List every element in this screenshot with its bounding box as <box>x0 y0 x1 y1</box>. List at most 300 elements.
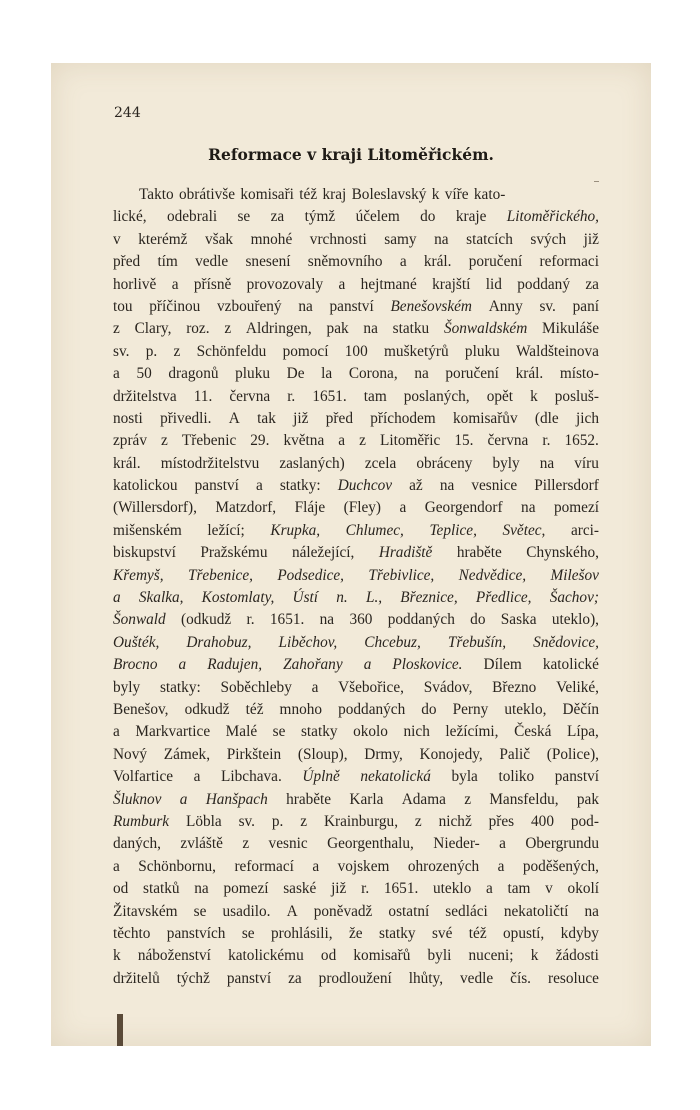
word: paní <box>572 297 599 315</box>
word: vesnic <box>268 835 308 853</box>
word: účelem <box>355 208 400 226</box>
word: na <box>363 320 378 338</box>
word: Litoměřic <box>379 432 441 450</box>
word: pomocí <box>282 342 329 360</box>
word: a <box>255 477 263 495</box>
word: odebrali <box>166 208 218 226</box>
word: již <box>331 880 347 898</box>
word: z <box>464 790 471 808</box>
word: své <box>431 924 453 942</box>
text-line <box>113 453 599 475</box>
word: též <box>299 186 318 203</box>
word: resoluce <box>548 969 599 987</box>
word: a <box>399 499 407 517</box>
text-line <box>113 587 599 609</box>
word: též <box>245 700 264 718</box>
word: byla <box>451 768 478 786</box>
text-line <box>113 430 599 452</box>
word: Georgenthalu, <box>327 835 414 853</box>
word: se <box>237 208 251 226</box>
word: června <box>487 432 529 450</box>
word: r. <box>287 387 296 405</box>
word: týchž <box>176 969 210 987</box>
word: panství <box>554 768 599 786</box>
word: do <box>420 208 436 226</box>
text-line <box>113 296 599 318</box>
word: k <box>113 947 121 965</box>
word: A <box>228 409 240 427</box>
word: Skalka, <box>138 589 184 607</box>
word: hraběte <box>456 544 502 562</box>
text-line <box>113 251 599 273</box>
word: pomezí <box>553 499 599 517</box>
word: kterémž <box>138 230 188 248</box>
word: vesnice <box>471 477 518 495</box>
word: prodloužení <box>318 969 392 987</box>
word: týmž <box>304 208 336 226</box>
text-line <box>113 744 599 766</box>
word: již <box>293 409 309 427</box>
word: horlivě <box>113 275 157 293</box>
word: roz. <box>186 320 210 338</box>
word: Oušték, <box>113 633 160 651</box>
word: Saska <box>500 611 537 629</box>
word: a <box>312 857 320 875</box>
word: vrchnosti <box>309 230 367 248</box>
text-line <box>113 229 599 251</box>
word: ležící; <box>207 521 245 539</box>
word: obrátivše <box>178 186 236 203</box>
word: a <box>399 253 407 271</box>
word: až <box>409 477 423 495</box>
word: a <box>338 275 346 293</box>
text-line <box>113 609 599 631</box>
word: nekatoličtí <box>503 902 569 920</box>
word: r. <box>246 611 255 629</box>
word: posluš- <box>554 387 599 405</box>
word: mišenském <box>113 521 182 539</box>
word: z <box>359 432 366 450</box>
word: Světec, <box>502 521 546 539</box>
word: zcela <box>364 454 397 472</box>
word: mnoho <box>279 700 323 718</box>
word: pod- <box>570 812 599 830</box>
word: Liběchov, <box>278 633 338 651</box>
word: za <box>270 208 285 226</box>
word: Svádov, <box>423 678 473 696</box>
word: a <box>179 790 188 808</box>
word: lhůty, <box>408 969 444 987</box>
word: 11. <box>193 387 213 405</box>
word: se <box>193 902 207 920</box>
word: hejtmané <box>360 275 417 293</box>
word: A <box>286 902 298 920</box>
word: Benešovském <box>390 297 472 315</box>
text-line <box>113 542 599 564</box>
word: daných, <box>113 835 161 853</box>
word: pak <box>326 320 349 338</box>
word: Veliké, <box>556 678 599 696</box>
text-line <box>113 206 599 228</box>
word: byly <box>113 678 141 696</box>
word: katolickou <box>113 477 178 495</box>
text-line <box>113 811 599 833</box>
text-line <box>113 968 599 990</box>
word: statky <box>300 723 338 741</box>
word: Mikuláše <box>542 320 599 338</box>
word: náležející, <box>291 544 355 562</box>
word: Duchcov <box>337 477 393 495</box>
word: katolické <box>542 656 599 674</box>
word: 1652. <box>564 432 599 450</box>
word: náboženství <box>137 947 211 965</box>
word: z <box>173 342 181 360</box>
word: panstvích <box>166 924 226 942</box>
word: Perny <box>452 700 489 718</box>
word: samy <box>384 230 417 248</box>
word: ohrozených <box>407 857 480 875</box>
word: z <box>414 812 422 830</box>
word: Chynského, <box>526 544 599 562</box>
word: král. <box>113 454 141 472</box>
word: Nedvědice, <box>458 566 527 584</box>
word: nichž <box>438 812 472 830</box>
word: Nieder- <box>433 835 480 853</box>
word: Schönbornu, <box>138 857 216 875</box>
word: Hanšpach <box>205 790 268 808</box>
word: Březno <box>492 678 537 696</box>
word: před <box>113 253 141 271</box>
word: mušketýrů <box>384 342 449 360</box>
margin-mark <box>594 181 599 182</box>
word: tou <box>113 297 133 315</box>
word: 400 <box>531 812 554 830</box>
word: kraj <box>322 186 347 203</box>
text-line <box>113 901 599 923</box>
word: ležícími, <box>445 723 499 741</box>
word: biskupství <box>113 544 176 562</box>
word: opustí, <box>503 924 545 942</box>
word: k <box>431 186 440 203</box>
word: komisařův <box>453 409 518 427</box>
word: 29. <box>250 432 270 450</box>
word: sněmovního <box>307 253 383 271</box>
word: Markvartice <box>135 723 211 741</box>
word: Třebušín, <box>447 633 507 651</box>
word: uteklo, <box>504 700 547 718</box>
word: mnohé <box>250 230 293 248</box>
text-line <box>113 923 599 945</box>
word: června <box>229 387 271 405</box>
word: svých <box>530 230 567 248</box>
page-heading: Reformace v kraji Litoměřickém. <box>208 145 494 164</box>
word: že <box>349 924 363 942</box>
word: od <box>113 880 129 898</box>
word: Nový <box>113 745 147 763</box>
word: Waldšteinova <box>516 342 599 360</box>
word: (Fley) <box>343 499 382 517</box>
word: okolí <box>567 880 599 898</box>
word: statcích <box>466 230 513 248</box>
word: na <box>298 297 313 315</box>
word: zvláště <box>180 835 223 853</box>
word: z <box>300 812 308 830</box>
word: statku <box>392 320 430 338</box>
word: příčinou <box>149 297 201 315</box>
word: pluku <box>464 342 500 360</box>
word: Drmy, <box>364 745 403 763</box>
word: za <box>585 275 599 293</box>
word: Březnice, <box>400 589 458 607</box>
word: 360 <box>349 611 373 629</box>
word: 1651. <box>383 880 419 898</box>
word: panství <box>329 297 374 315</box>
word: a <box>113 723 120 741</box>
word: držitelstva <box>113 387 177 405</box>
word: a <box>113 589 121 607</box>
word: Clary, <box>134 320 172 338</box>
word: reformací <box>234 857 294 875</box>
word: Georgendorf <box>424 499 503 517</box>
word: Děčín <box>562 700 599 718</box>
word: od <box>320 947 337 965</box>
body-paragraph <box>113 184 599 990</box>
word: zpráv <box>113 432 147 450</box>
word: na <box>434 230 449 248</box>
word: Palič <box>499 745 531 763</box>
book-page <box>51 63 651 1046</box>
word: z <box>113 320 120 338</box>
word: místo- <box>559 365 599 383</box>
word: Mansfeldu, <box>489 790 559 808</box>
word: poddaný <box>517 275 570 293</box>
word: se <box>241 924 255 942</box>
word: 1651. <box>269 611 305 629</box>
word: víru <box>574 454 599 472</box>
word: poděšených, <box>522 857 599 875</box>
word: la <box>321 365 333 383</box>
word: nuceni; <box>468 947 514 965</box>
word: poddaných <box>387 611 455 629</box>
word: Pillersdorf <box>534 477 599 495</box>
word: a <box>178 656 187 674</box>
word: již <box>583 230 599 248</box>
word: vedle <box>460 969 494 987</box>
word: 100 <box>344 342 368 360</box>
text-line <box>113 833 599 855</box>
word: v <box>545 880 553 898</box>
word: ostatní <box>388 902 430 920</box>
word: Křemyš, <box>113 566 164 584</box>
word: vojskem <box>337 857 390 875</box>
text-line <box>113 520 599 542</box>
word: nosti <box>113 409 143 427</box>
word: p. <box>145 342 158 360</box>
word: (Willersdorf), <box>113 499 197 517</box>
word: statků <box>143 880 180 898</box>
word: vedle <box>195 253 229 271</box>
word: Šachov; <box>549 589 599 607</box>
word: poručení <box>445 365 499 383</box>
word: snesení <box>245 253 291 271</box>
word: Takto <box>139 186 174 203</box>
word: provozovaly <box>246 275 324 293</box>
word: okolo <box>353 723 388 741</box>
word: král. <box>515 365 544 383</box>
word: přes <box>488 812 515 830</box>
word: na <box>521 499 536 517</box>
word: sv. <box>113 342 130 360</box>
word: z <box>161 432 168 450</box>
word: Hradiště <box>378 544 433 562</box>
word: (Police), <box>546 745 599 763</box>
page-number: 244 <box>114 105 141 121</box>
word: Drahobuz, <box>186 633 252 651</box>
text-line <box>113 318 599 340</box>
word: Milešov <box>550 566 599 584</box>
word: tam <box>507 880 531 898</box>
word: Šluknov <box>113 790 162 808</box>
word: poddaných <box>338 700 406 718</box>
word: Soběchleby <box>220 678 292 696</box>
word: Žitavském <box>113 902 178 920</box>
word: Matzdorf, <box>215 499 277 517</box>
text-line <box>113 878 599 900</box>
word: sedláci <box>445 902 488 920</box>
word: Karla <box>349 790 384 808</box>
word: za <box>288 969 302 987</box>
word: Fláje <box>294 499 326 517</box>
word: kato- <box>473 186 506 203</box>
word: (Sloup), <box>297 745 348 763</box>
word: Anny <box>488 297 523 315</box>
word: května <box>283 432 325 450</box>
word: Třebenic <box>181 432 237 450</box>
word: Chlumec, <box>345 521 404 539</box>
word: a <box>311 678 319 696</box>
word: statky: <box>159 678 201 696</box>
text-line <box>113 184 599 206</box>
word: saské <box>283 880 317 898</box>
word: Teplice, <box>429 521 477 539</box>
text-line <box>113 766 599 788</box>
word: lid <box>485 275 502 293</box>
word: Schönfeldu <box>196 342 267 360</box>
word: 1651. <box>312 387 347 405</box>
word: Lípa, <box>567 723 599 741</box>
word: statky: <box>279 477 321 495</box>
word: poněvadž <box>313 902 373 920</box>
text-line <box>113 721 599 743</box>
word: a <box>363 656 372 674</box>
word: před <box>325 409 353 427</box>
word: Zahořany <box>283 656 343 674</box>
word: katolickému <box>228 947 304 965</box>
word: komisařů <box>353 947 411 965</box>
word: hraběte <box>286 790 332 808</box>
word: Benešov, <box>113 700 169 718</box>
word: z <box>242 835 250 853</box>
word: sv. <box>539 297 556 315</box>
word: dragonů <box>168 365 219 383</box>
word: jich <box>576 409 599 427</box>
word: poručení <box>468 253 523 271</box>
word: žádosti <box>555 947 599 965</box>
word: byli <box>427 947 452 965</box>
word: do <box>470 611 486 629</box>
word: kraje <box>455 208 487 226</box>
word: příchodem <box>370 409 436 427</box>
text-line <box>113 274 599 296</box>
word: držitelů <box>113 969 160 987</box>
text-line <box>113 408 599 430</box>
word: lické, <box>113 208 147 226</box>
word: a <box>497 857 505 875</box>
word: na <box>414 365 429 383</box>
word: Třebenice, <box>187 566 253 584</box>
word: těchto <box>113 924 151 942</box>
word: Chcebuz, <box>364 633 421 651</box>
word: Brocno <box>113 656 158 674</box>
text-line <box>113 677 599 699</box>
word: toliko <box>498 768 535 786</box>
word: na <box>539 454 555 472</box>
word: reformaci <box>539 253 599 271</box>
word: Pražskému <box>200 544 268 562</box>
word: vzbouřený <box>217 297 282 315</box>
word: Adama <box>401 790 446 808</box>
word: Krainburgu, <box>323 812 399 830</box>
word: (odkudž <box>181 611 232 629</box>
word: Česká <box>514 723 552 741</box>
word: Úplně <box>302 768 340 786</box>
word: Obergrundu <box>525 835 599 853</box>
word: a <box>113 365 120 383</box>
word: r. <box>361 880 370 898</box>
word: De <box>286 365 305 383</box>
word: kdyby <box>560 924 599 942</box>
word: odkudž <box>184 700 230 718</box>
text-line <box>113 789 599 811</box>
word: v <box>113 230 121 248</box>
text-line <box>113 699 599 721</box>
page-edge-mark <box>117 1014 123 1046</box>
word: na <box>584 902 599 920</box>
text-line <box>113 632 599 654</box>
word: a <box>193 768 201 786</box>
word: do <box>421 700 437 718</box>
text-line <box>113 363 599 385</box>
word: se <box>272 723 286 741</box>
word: panství <box>226 969 272 987</box>
word: poslaných, <box>403 387 470 405</box>
word: prohlásili, <box>271 924 333 942</box>
word: usadilo. <box>222 902 271 920</box>
word: zaslaných) <box>279 454 345 472</box>
word: r. <box>542 432 551 450</box>
word: k <box>530 387 538 405</box>
word: nekatolická <box>360 768 431 786</box>
word: na <box>319 611 335 629</box>
word: uteklo), <box>551 611 599 629</box>
word: obráceny <box>416 454 473 472</box>
text-line <box>113 386 599 408</box>
word: přivedli. <box>160 409 212 427</box>
word: a <box>485 880 493 898</box>
word: přísně <box>193 275 232 293</box>
word: tam <box>363 387 387 405</box>
word: byly <box>492 454 520 472</box>
